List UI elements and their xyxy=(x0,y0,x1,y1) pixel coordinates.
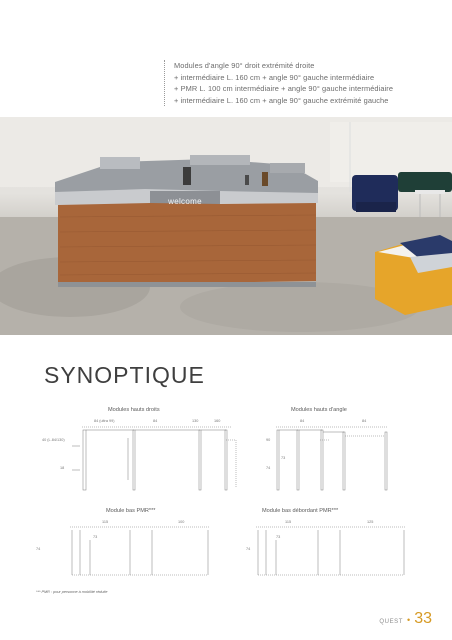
dim-high-right-side-1: 40 (L.84/130) xyxy=(42,438,65,442)
diagram-label-low-pmr: Module bas PMR*** xyxy=(106,508,156,514)
dim-high-right-1: 84 (ultra 99) xyxy=(94,419,115,423)
diagram-label-high-right: Modules hauts droits xyxy=(108,407,160,413)
welcome-sign: welcome xyxy=(168,197,202,206)
dim-low-pmr-side-1: 73 xyxy=(93,535,98,539)
dim-low-pmr-2: 100 xyxy=(178,520,185,524)
footnote: *** PMR : pour personne à mobilité réduite xyxy=(36,590,108,594)
diagram-label-high-angle: Modules hauts d'angle xyxy=(291,407,347,413)
caption-line: + PMR L. 100 cm intermédiaire + angle 90° gauche intermédiaire xyxy=(174,84,394,94)
dim-low-pmr-overhang-2: 125 xyxy=(367,520,374,524)
dim-high-right-side-2: 18 xyxy=(60,466,65,470)
dim-high-right-4: 160 xyxy=(214,419,221,423)
dim-low-pmr-1: 115 xyxy=(102,520,109,524)
section-title: SYNOPTIQUE xyxy=(44,362,205,388)
dim-high-right-2: 84 xyxy=(153,419,158,423)
dim-high-angle-side-1: 90 xyxy=(266,438,271,442)
drawing-high-right xyxy=(72,427,236,490)
caption-line: + intermédiaire L. 160 cm + angle 90° gauche intermédiaire xyxy=(174,72,375,82)
drawing-low-pmr-overhang xyxy=(256,527,406,575)
dim-low-pmr-side-2: 74 xyxy=(36,547,41,551)
brand-name: QUEST xyxy=(379,619,404,625)
dim-low-pmr-overhang-side-1: 73 xyxy=(276,535,281,539)
page-number: 33 xyxy=(414,610,432,627)
dim-low-pmr-overhang-side-2: 74 xyxy=(246,547,251,551)
caption-line: Modules d'angle 90° droit extrémité droite xyxy=(174,61,315,70)
drawing-high-angle xyxy=(276,427,388,490)
dim-low-pmr-overhang-1: 115 xyxy=(285,520,292,524)
dim-high-right-3: 130 xyxy=(192,419,199,423)
dim-high-angle-side-2: 73 xyxy=(281,456,286,460)
page-footer xyxy=(379,610,432,628)
diagram-label-low-pmr-overhang: Module bas débordant PMR*** xyxy=(262,508,339,514)
dim-high-angle-2: 84 xyxy=(362,419,367,423)
drawing-low-pmr xyxy=(70,527,210,575)
dim-high-angle-1: 84 xyxy=(300,419,305,423)
dim-high-angle-side-3: 74 xyxy=(266,466,271,470)
bullet-icon: • xyxy=(407,615,411,625)
caption-line: + intermédiaire L. 160 cm + angle 90° gauche extrémité gauche xyxy=(174,95,389,105)
